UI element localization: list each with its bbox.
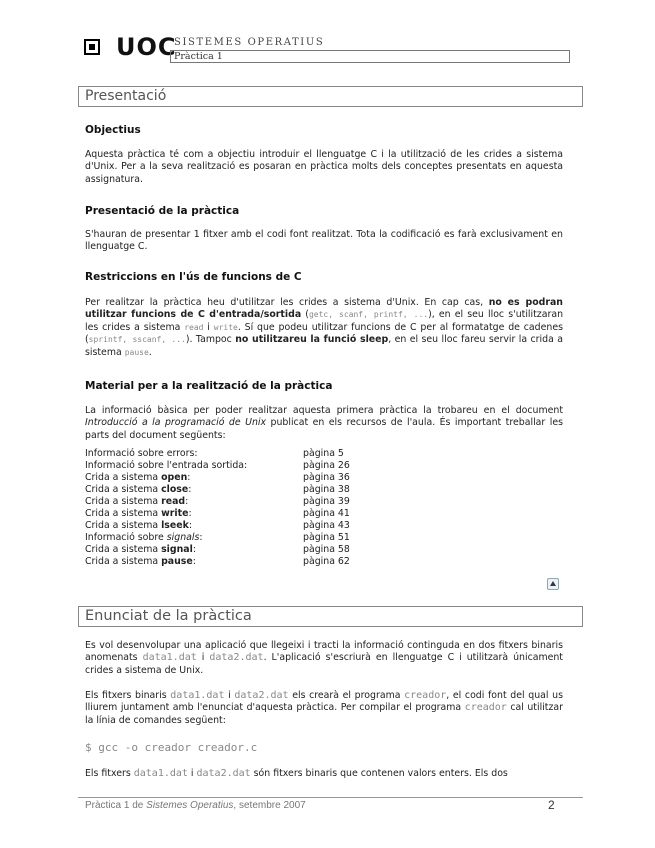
list-item: Crida a sistema close: pàgina 38 <box>85 484 350 495</box>
uoc-logo-mark <box>84 39 100 55</box>
list-item: Crida a sistema read: pàgina 39 <box>85 496 350 507</box>
footer-divider <box>78 797 583 798</box>
paragraph-enunciat-2: Els fitxers binaris data1.dat i data2.dat els crearà el programa creador, el codi font del qual us lliurem juntament amb l'enunciat d'aquesta pràctica. Per compilar el programa creador cal utilitzar la línia de comandes següent: <box>85 690 563 726</box>
list-item: Informació sobre errors: pàgina 5 <box>85 448 344 459</box>
back-to-top-icon[interactable] <box>547 578 559 590</box>
paragraph-restriccions: Per realitzar la pràctica heu d'utilitzar les crides a sistema d'Unix. En cap cas, no es podran utilitzar funcions de C d'entrada/sortida (getc, scanf, printf, ...), en el seu lloc s'utilitzaran les crides a sistema read i write. Sí que podeu utilitzar funcions de C per al formatatge de cadenes (sprintf, sscanf, ...). Tampoc no utilitzareu la funció sleep, en el seu lloc fareu servir la crida a sistema pause. <box>85 297 564 358</box>
paragraph-presentacio-practica: S'hauran de presentar 1 fitxer amb el codi font realitzat. Tota la codificació es farà exclusivament en llenguatge C. <box>85 229 563 253</box>
list-item: Crida a sistema write: pàgina 41 <box>85 508 350 519</box>
list-item: Crida a sistema pause: pàgina 62 <box>85 556 350 567</box>
page-number: 2 <box>548 798 555 812</box>
practice-subtitle: Pràctica 1 <box>170 50 570 63</box>
paragraph-enunciat-3: Els fitxers data1.dat i data2.dat són fitxers binaris que contenen valors enters. Els dos <box>85 768 508 779</box>
list-item: Crida a sistema open: pàgina 36 <box>85 472 350 483</box>
list-item: Informació sobre l'entrada sortida: pàgina 26 <box>85 460 350 471</box>
list-item: Crida a sistema signal: pàgina 58 <box>85 544 350 555</box>
pages-list <box>85 448 505 568</box>
uoc-logo: UOC <box>116 33 177 61</box>
heading-presentacio-practica: Presentació de la pràctica <box>85 205 240 217</box>
list-item: Informació sobre signals: pàgina 51 <box>85 532 350 543</box>
compile-command: $ gcc -o creador creador.c <box>85 741 258 754</box>
footer-text: Pràctica 1 de Sistemes Operatius, setembre 2007 <box>85 800 306 811</box>
list-item: Crida a sistema lseek: pàgina 43 <box>85 520 350 531</box>
heading-restriccions: Restriccions en l'ús de funcions de C <box>85 271 302 283</box>
section-header-presentacio: Presentació <box>78 86 583 107</box>
paragraph-objectius: Aquesta pràctica té com a objectiu introduir el llenguatge C i la utilització de les crides a sistema d'Unix. Per a la seva realització es posaran en pràctica molts dels conceptes presentats en aquesta assignatura. <box>85 149 563 185</box>
paragraph-material: La informació bàsica per poder realitzar aquesta primera pràctica la trobareu en el document Introducció a la programació de Unix publicat en els recursos de l'aula. És important treballar les parts del document següents: <box>85 405 563 441</box>
heading-objectius: Objectius <box>85 124 141 136</box>
section-header-enunciat: Enunciat de la pràctica <box>78 606 583 627</box>
course-title: SISTEMES OPERATIUS <box>174 37 325 48</box>
paragraph-enunciat-1: Es vol desenvolupar una aplicació que llegeixi i tracti la informació continguda en dos fitxers binaris anomenats data1.dat i data2.dat. L'aplicació s'escriurà en llenguatge C i utilitzarà únicament crides a sistema de Unix. <box>85 640 563 676</box>
heading-material: Material per a la realització de la pràctica <box>85 380 333 392</box>
